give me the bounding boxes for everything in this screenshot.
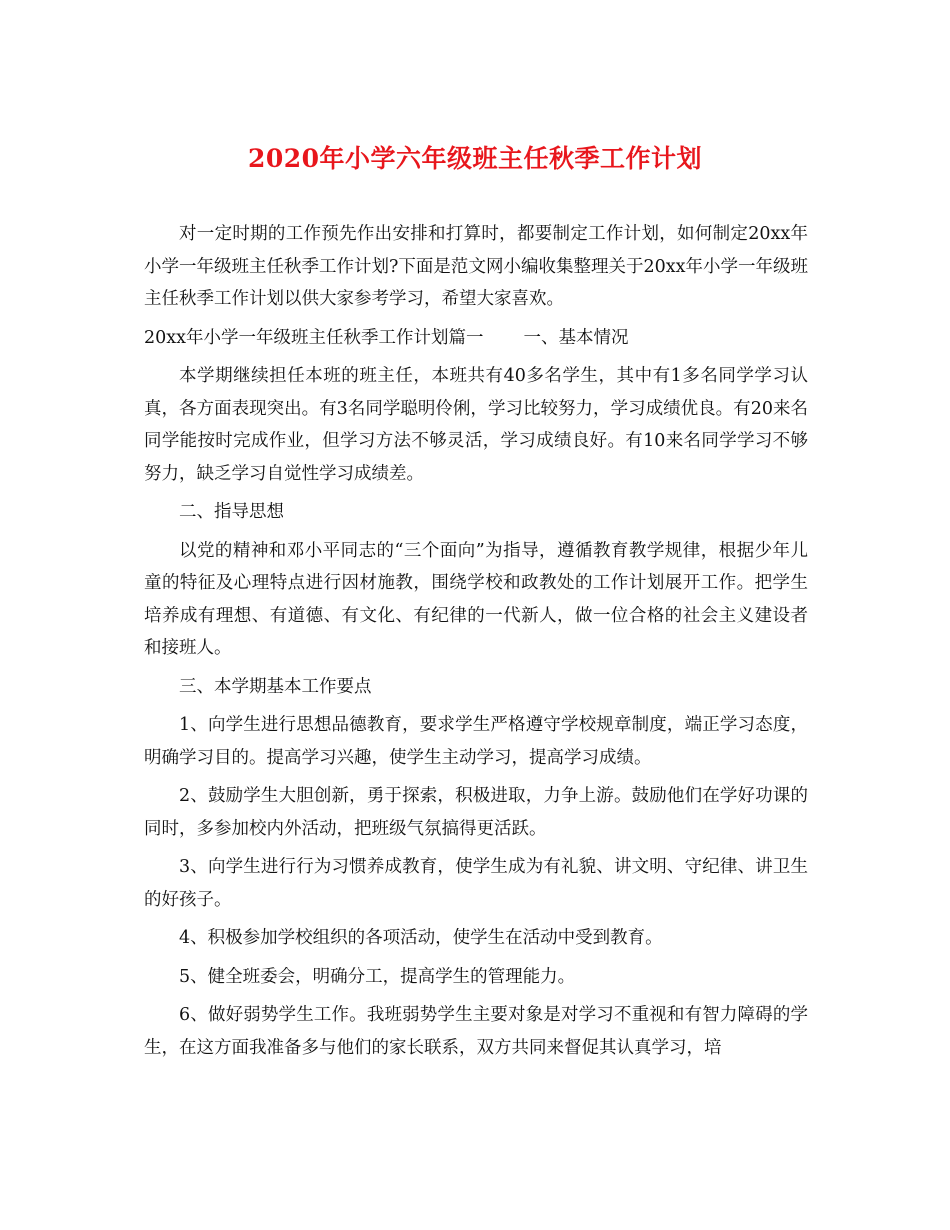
work-point-4: 4、积极参加学校组织的各项活动，使学生在活动中受到教育。 bbox=[179, 928, 663, 948]
work-point-6: 6、做好弱势学生工作。我班弱势学生主要对象是对学习不重视和有智力障碍的学生，在这方面我准备多与他们的家长联系，双方共同来督促其认真学习，培 bbox=[144, 1005, 808, 1058]
heading-basic-situation: 一、基本情况 bbox=[523, 327, 629, 348]
basic-situation-paragraph: 本学期继续担任本班的班主任，本班共有40多名学生，其中有1多名同学学习认真，各方面表现突出。有3名同学聪明伶俐，学习比较努力，学习成绩优良。有20来名同学能按时完成作业，但学习方法不够灵活，学习成绩良好。有10来名同学学习不够努力，缺乏学习自觉性学习成绩差。 bbox=[144, 366, 808, 484]
heading-guiding-idea: 二、指导思想 bbox=[179, 502, 284, 522]
work-point-1: 1、向学生进行思想品德教育，要求学生严格遵守学校规章制度，端正学习态度，明确学习目的。提高学习兴趣，使学生主动学习，提高学习成绩。 bbox=[144, 715, 808, 768]
work-point-2: 2、鼓励学生大胆创新，勇于探索，积极进取，力争上游。鼓励他们在学好功课的同时，多参加校内外活动，把班级气氛搞得更活跃。 bbox=[144, 786, 808, 839]
work-point-5: 5、健全班委会，明确分工，提高学生的管理能力。 bbox=[179, 966, 576, 987]
guiding-idea-paragraph: 以党的精神和邓小平同志的“三个面向”为指导，遵循教育教学规律，根据少年儿童的特征及心理特点进行因材施教，围绕学校和政教处的工作计划展开工作。把学生培养成有理想、有道德、有文化、有纪律的一代新人，做一位合格的社会主义建设者和接班人。 bbox=[144, 540, 808, 658]
plan-subtitle: 20xx年小学一年级班主任秋季工作计划篇一 bbox=[144, 327, 484, 348]
document-title: 2020年小学六年级班主任秋季工作计划 bbox=[247, 144, 703, 173]
document-body bbox=[144, 218, 808, 1070]
intro-paragraph: 对一定时期的工作预先作出安排和打算时，都要制定工作计划，如何制定20xx年小学一年级班主任秋季工作计划?下面是范文网小编收集整理关于20xx年小学一年级班主任秋季工作计划以供大家参考学习，希望大家喜欢。 bbox=[144, 224, 808, 309]
section-subtitle-line bbox=[144, 322, 808, 355]
heading-work-points: 三、本学期基本工作要点 bbox=[179, 676, 372, 697]
work-point-3: 3、向学生进行行为习惯养成教育，使学生成为有礼貌、讲文明、守纪律、讲卫生的好孩子。 bbox=[144, 857, 808, 910]
